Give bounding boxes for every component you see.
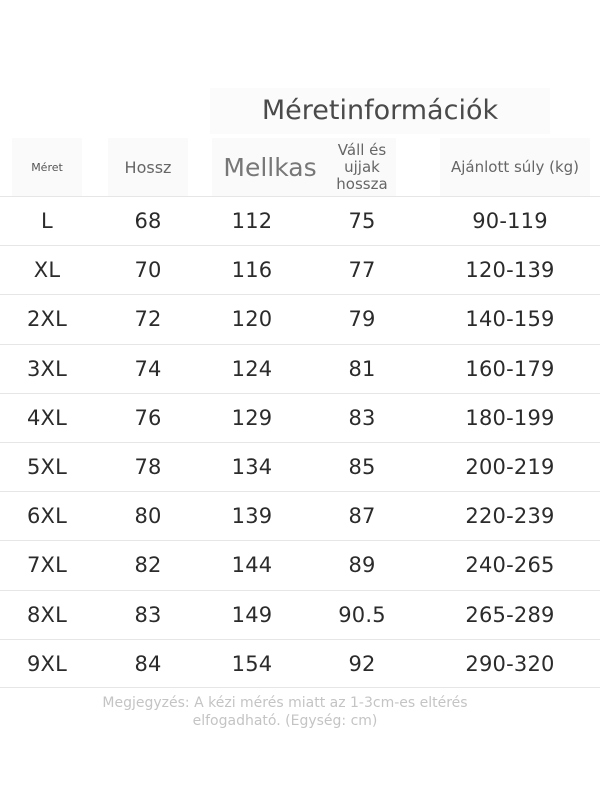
table-header (0, 138, 600, 196)
cell-length: 84 (134, 651, 162, 676)
table-row (0, 442, 600, 491)
cell-length: 80 (134, 504, 162, 529)
cell-size: 9XL (26, 651, 68, 676)
cell-chest: 134 (231, 454, 273, 479)
cell-length: 76 (134, 405, 162, 430)
cell-chest: 116 (231, 258, 273, 283)
cell-weight: 90-119 (472, 209, 548, 233)
cell-shoulder-sleeve: 92 (348, 651, 376, 676)
header-shoulder-sleeve: Váll és ujjak hossza (328, 138, 396, 196)
cell-shoulder-sleeve: 90.5 (338, 602, 386, 627)
cell-weight: 265-289 (465, 602, 555, 627)
table-row (0, 245, 600, 294)
cell-length: 70 (134, 258, 162, 283)
cell-weight: 180-199 (465, 405, 555, 430)
table-row (0, 294, 600, 343)
cell-length: 82 (134, 553, 162, 578)
header-chest: Mellkas (212, 138, 328, 196)
cell-shoulder-sleeve: 75 (348, 209, 376, 233)
cell-size: 8XL (26, 602, 68, 627)
table-row (0, 639, 600, 688)
cell-shoulder-sleeve: 83 (348, 405, 376, 430)
cell-weight: 220-239 (465, 504, 555, 529)
cell-chest: 154 (231, 651, 273, 676)
cell-length: 72 (134, 307, 162, 332)
cell-shoulder-sleeve: 77 (348, 258, 376, 283)
cell-shoulder-sleeve: 81 (348, 356, 376, 381)
table-row (0, 540, 600, 589)
table-row (0, 590, 600, 639)
table-row (0, 196, 600, 245)
cell-chest: 129 (231, 405, 273, 430)
measurement-note: Megjegyzés: A kézi mérés miatt az 1-3cm-es eltérés elfogadható. (Egység: cm) (102, 695, 468, 729)
table-row (0, 491, 600, 540)
cell-chest: 112 (231, 209, 273, 233)
cell-weight: 120-139 (465, 258, 555, 283)
cell-length: 68 (134, 209, 162, 233)
header-weight: Ajánlott súly (kg) (440, 138, 590, 196)
table-row (0, 344, 600, 393)
cell-shoulder-sleeve: 89 (348, 553, 376, 578)
cell-size: 5XL (26, 454, 68, 479)
cell-length: 74 (134, 356, 162, 381)
header-length: Hossz (108, 138, 188, 196)
cell-chest: 139 (231, 504, 273, 529)
cell-shoulder-sleeve: 87 (348, 504, 376, 529)
cell-size: 4XL (26, 405, 68, 430)
cell-chest: 124 (231, 356, 273, 381)
cell-length: 78 (134, 454, 162, 479)
cell-chest: 149 (231, 602, 273, 627)
cell-size: 6XL (26, 504, 68, 529)
cell-weight: 240-265 (465, 553, 555, 578)
cell-weight: 140-159 (465, 307, 555, 332)
cell-chest: 120 (231, 307, 273, 332)
cell-size: XL (33, 258, 61, 283)
cell-shoulder-sleeve: 79 (348, 307, 376, 332)
cell-chest: 144 (231, 553, 273, 578)
cell-size: 7XL (26, 553, 68, 578)
cell-weight: 200-219 (465, 454, 555, 479)
cell-weight: 160-179 (465, 356, 555, 381)
cell-size: 3XL (26, 356, 68, 381)
page-title: Méretinformációk (210, 88, 550, 134)
table-row (0, 393, 600, 442)
header-size: Méret (12, 138, 82, 196)
cell-size: 2XL (26, 307, 68, 332)
cell-weight: 290-320 (465, 651, 555, 676)
cell-size: L (41, 209, 53, 233)
cell-length: 83 (134, 602, 162, 627)
cell-shoulder-sleeve: 85 (348, 454, 376, 479)
size-table-body (0, 196, 600, 688)
